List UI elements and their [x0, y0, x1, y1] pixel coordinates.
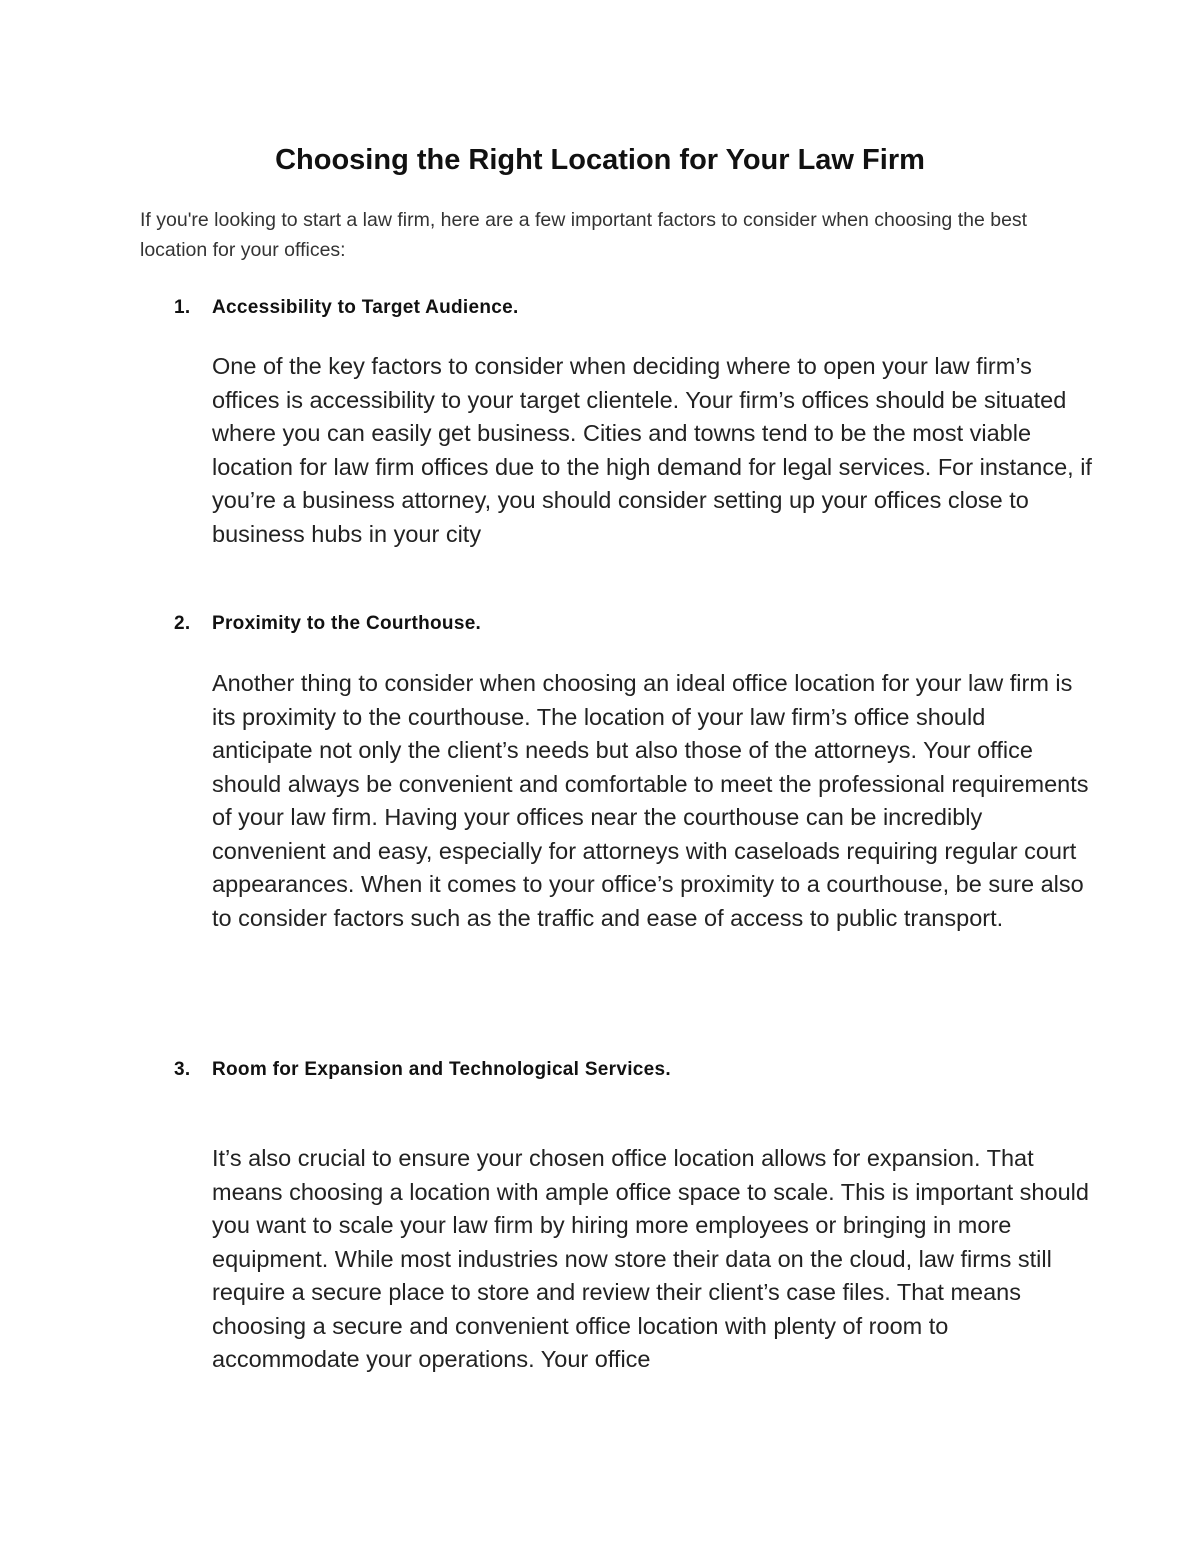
section-heading-2 — [174, 610, 1074, 638]
section-number-1: 1. — [174, 297, 191, 318]
section-body-1: One of the key factors to consider when deciding where to open your law firm’s offices is accessibility to your target clientele. Your firm’s offices should be situated where you can easily get business. Cities and towns tend to be the most viable location for law firm offices due to the high demand for legal services. For instance, if you’re a business attorney, you should consider setting up your offices close to business hubs in your city — [212, 353, 1092, 547]
section-body-2: Another thing to consider when choosing an ideal office location for your law firm is its proximity to the courthouse. The location of your law firm’s office should anticipate not only the client’s needs but also those of the attorneys. Your office should always be convenient and comfortable to meet the professional requirements of your law firm. Having your offices near the courthouse can be incredibly convenient and easy, especially for attorneys with caseloads requiring regular court appearances. When it comes to your office’s proximity to a courthouse, be sure also to consider factors such as the traffic and ease of access to public transport. — [212, 670, 1089, 931]
section-body-3: It’s also crucial to ensure your chosen office location allows for expansion. That means choosing a location with ample office space to scale. This is important should you want to scale your law firm by hiring more employees or bringing in more equipment. While most industries now store their data on the cloud, law firms still require a secure place to store and review their client’s case files. That means choosing a secure and convenient office location with plenty of room to accommodate your operations. Your office — [212, 1145, 1089, 1372]
section-heading-label-1: Accessibility to Target Audience. — [212, 297, 519, 318]
intro-paragraph: If you're looking to start a law firm, here are a few important factors to consider when choosing the best location for your offices: — [140, 209, 1028, 261]
section-heading-label-2: Proximity to the Courthouse. — [212, 613, 482, 634]
section-heading-1 — [174, 294, 1074, 322]
document-title: Choosing the Right Location for Your Law Firm — [275, 144, 925, 176]
section-heading-3 — [174, 1056, 1074, 1084]
section-number-2: 2. — [174, 613, 191, 634]
section-number-3: 3. — [174, 1059, 191, 1080]
section-heading-label-3: Room for Expansion and Technological Services. — [212, 1059, 671, 1080]
